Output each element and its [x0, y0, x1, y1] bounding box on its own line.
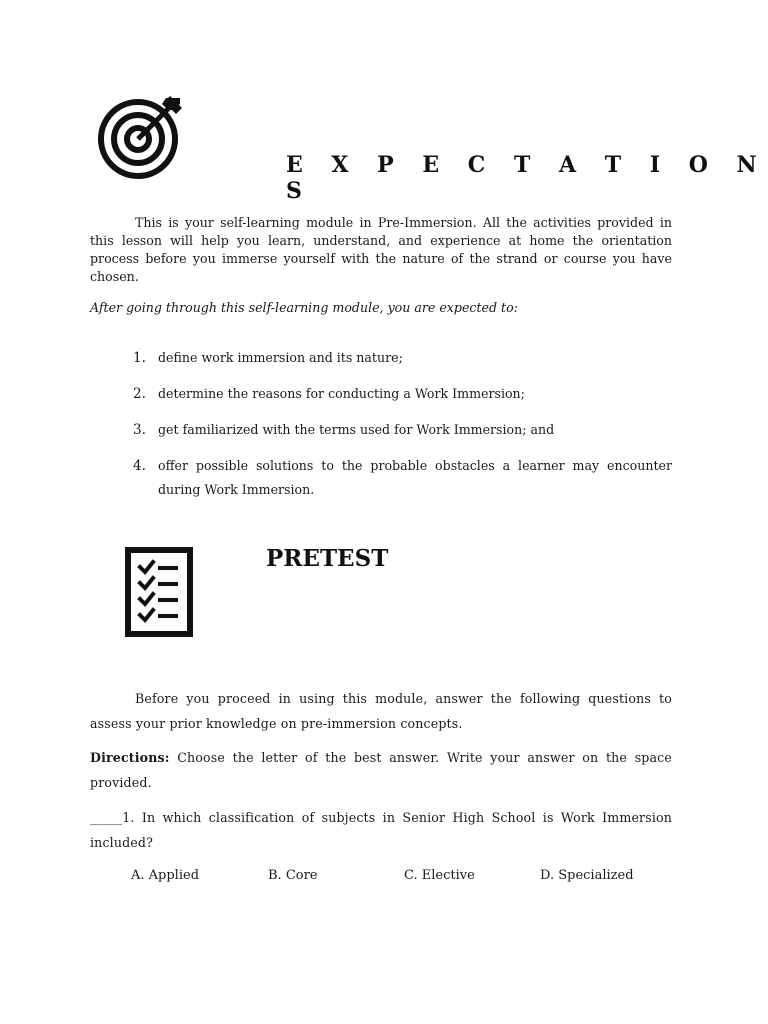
objective-number: 2.	[133, 386, 146, 402]
choice-b: B. Core	[268, 868, 318, 883]
pretest-intro: Before you proceed in using this module, answer the following questions to assess your prior knowledge on pre-immersion concepts.	[90, 691, 672, 731]
directions-label: Directions:	[90, 750, 170, 765]
expectations-intro: This is your self-learning module in Pre-Immersion. All the activities provided in this lesson will help you learn, understand, and experience at home the orientation process before you immerse yourself with the nature of the strand or course you have chosen.	[90, 215, 672, 284]
objective-number: 4.	[133, 458, 146, 474]
objective-number: 1.	[133, 350, 146, 366]
directions	[90, 745, 672, 795]
list-item	[133, 454, 672, 502]
objective-text: get familiarized with the terms used for Work Immersion; and	[158, 422, 555, 437]
objective-text: define work immersion and its nature;	[158, 350, 403, 365]
expectations-heading: E X P E C T A T I O N S	[286, 152, 768, 204]
directions-text: Choose the letter of the best answer. Write your answer on the space provided.	[90, 750, 672, 790]
objective-number: 3.	[133, 422, 146, 438]
question-1-choices	[131, 868, 691, 888]
list-item	[133, 346, 672, 370]
objective-text: offer possible solutions to the probable obstacles a learner may encounter during Work Immersion.	[158, 458, 672, 497]
objectives-list	[133, 346, 672, 514]
pretest-heading: PRETEST	[266, 545, 389, 572]
question-1: _____1. In which classification of subjects in Senior High School is Work Immersion included?	[90, 810, 672, 850]
list-item	[133, 382, 672, 406]
checklist-icon	[124, 546, 194, 638]
choice-a: A. Applied	[131, 868, 200, 883]
objectives-lead: After going through this self-learning module, you are expected to:	[90, 300, 518, 315]
choice-d: D. Specialized	[540, 868, 634, 883]
choice-c: C. Elective	[404, 868, 475, 883]
list-item	[133, 418, 672, 442]
objective-text: determine the reasons for conducting a Work Immersion;	[158, 386, 525, 401]
target-icon	[96, 94, 184, 184]
